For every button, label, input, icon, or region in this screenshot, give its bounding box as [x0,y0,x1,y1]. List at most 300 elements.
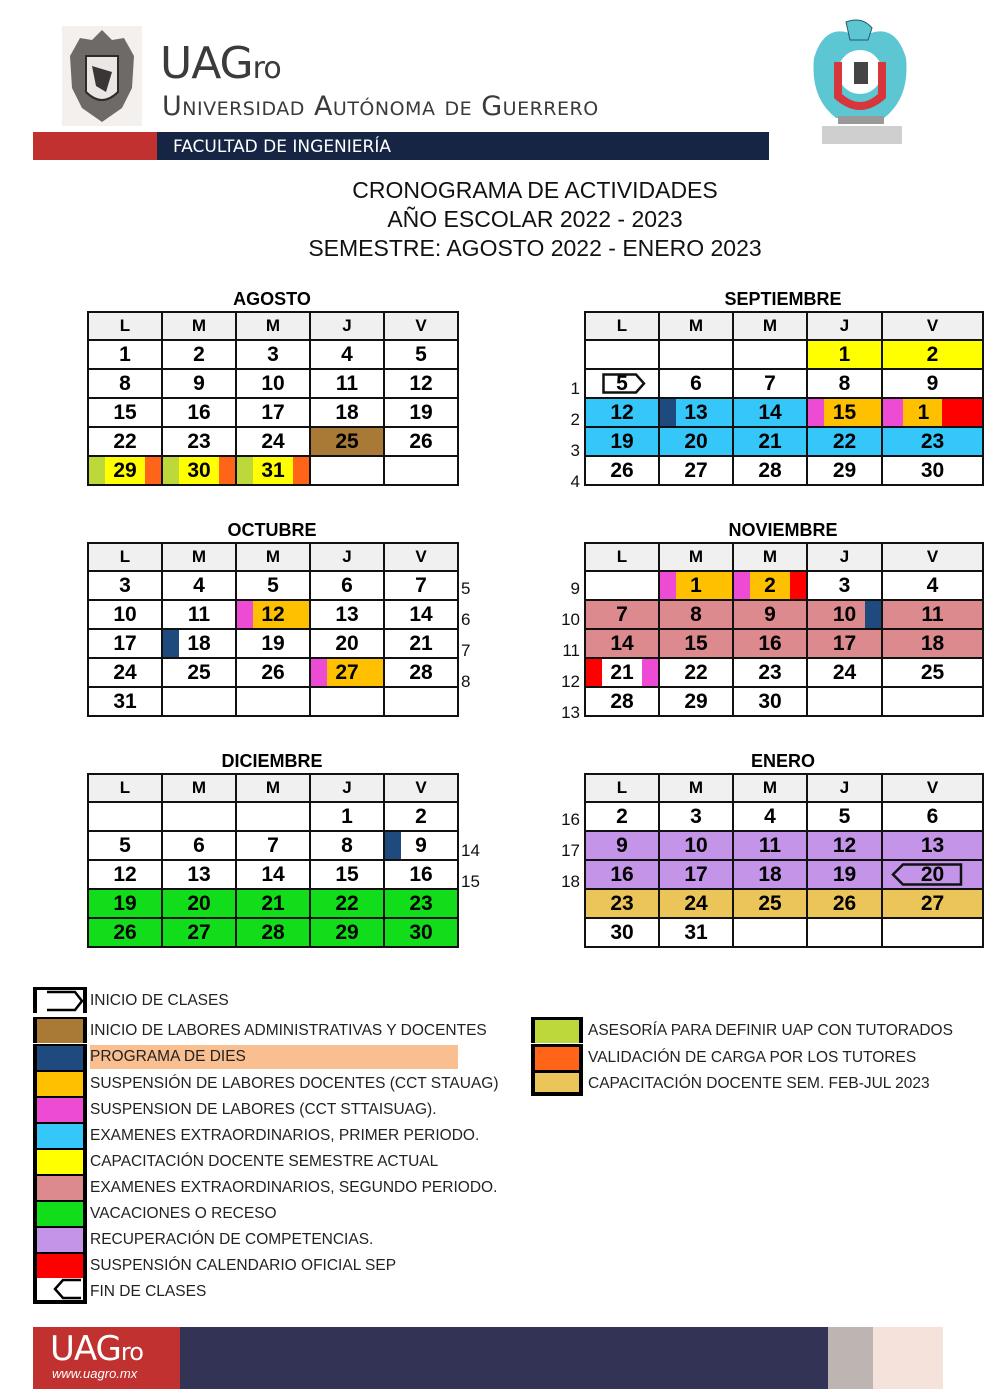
legend-label: CAPACITACIÓN DOCENTE SEMESTRE ACTUAL [90,1153,439,1170]
day-cell [310,831,384,860]
weekday-header: V [384,543,458,571]
day-number: 24 [261,430,285,453]
day-number: 30 [920,459,945,482]
day-cell [807,427,882,456]
day-number: 2 [193,343,205,366]
week-row [88,831,458,860]
day-cell [88,687,162,716]
week-row [585,600,983,629]
day-number: 10 [113,603,137,626]
day-number: 13 [187,863,211,886]
day-number: 2 [616,805,628,828]
week-row [585,369,983,398]
day-cell [807,860,882,889]
day-number: 27 [920,892,945,915]
university-name: Universidad Autónoma de Guerrero [162,91,599,122]
day-number: 6 [193,834,205,857]
day-number: 28 [610,690,634,713]
weekday-header: J [807,774,882,802]
weekday-header-row [88,774,458,802]
day-number: 31 [684,921,708,944]
day-cell [807,831,882,860]
week-number: 18 [561,872,580,891]
day-number: 13 [920,834,945,857]
day-cell [807,600,882,629]
week-row [88,427,458,456]
day-cell [733,889,807,918]
day-number: 20 [335,632,359,655]
empty-day-cell [585,340,659,369]
day-number: 31 [261,459,285,482]
empty-day-cell [733,340,807,369]
day-cell [882,629,983,658]
day-number: 21 [610,661,634,684]
day-cell [585,889,659,918]
day-number: 24 [113,661,137,684]
day-number: 1 [119,343,131,366]
day-cell [162,658,236,687]
footer-brand-main: UAG [50,1329,121,1369]
document-title [200,176,870,263]
weekday-header: M [659,774,733,802]
month-title: OCTUBRE [227,520,317,540]
day-number: 2 [926,343,939,366]
legend-swatch-inicio-clases [33,987,87,1013]
day-number: 29 [832,459,857,482]
day-number: 9 [616,834,628,857]
day-cell [236,340,310,369]
month-calendar-septiembre [584,311,984,486]
weekday-header: M [733,312,807,340]
legend-swatch-susp-sep [33,1252,87,1278]
weekday-header-row [88,312,458,340]
day-cell [162,600,236,629]
weekday-header: M [236,312,310,340]
day-cell [310,369,384,398]
weekday-header-row [585,774,983,802]
day-cell [88,831,162,860]
day-cell [310,427,384,456]
day-number: 22 [684,661,708,684]
day-cell [659,456,733,485]
empty-day-cell [162,802,236,831]
day-number: 12 [610,401,634,424]
week-number: 6 [461,610,471,629]
day-number: 12 [261,603,285,626]
day-number: 2 [764,574,776,597]
legend-label: CAPACITACIÓN DOCENTE SEM. FEB-JUL 2023 [588,1075,930,1092]
day-cell [162,571,236,600]
day-cell [659,600,733,629]
day-cell [733,831,807,860]
day-cell [882,658,983,687]
day-number: 5 [415,343,427,366]
day-cell [384,860,458,889]
day-cell [733,398,807,427]
day-cell [585,456,659,485]
month-title: ENERO [750,751,815,771]
day-number: 19 [610,430,634,453]
day-cell [733,629,807,658]
day-cell [659,658,733,687]
day-cell [659,629,733,658]
month-title: AGOSTO [233,289,311,309]
day-number: 26 [409,430,433,453]
day-cell [733,427,807,456]
day-number: 30 [409,921,433,944]
day-cell [384,831,458,860]
day-number: 7 [616,603,628,626]
week-row [88,658,458,687]
week-row [585,860,983,889]
legend-swatch-capacitacion-actual [33,1148,87,1174]
weekday-header: M [236,774,310,802]
week-number: 5 [461,579,471,598]
day-cell [733,687,807,716]
week-number: 4 [570,472,580,491]
weekday-header: M [733,774,807,802]
day-cell [659,427,733,456]
day-cell [807,889,882,918]
footer-band-navy [180,1327,828,1389]
day-marker-validacion [293,457,309,484]
day-number: 16 [610,863,634,886]
day-marker-susp-sttaisuag [883,399,903,426]
day-number: 26 [832,892,857,915]
week-row [585,918,983,947]
weekday-header-row [585,543,983,571]
legend-label: VALIDACIÓN DE CARGA POR LOS TUTORES [588,1049,917,1066]
day-number: 16 [409,863,433,886]
day-cell [585,658,659,687]
day-cell [733,600,807,629]
week-row [88,802,458,831]
day-number: 5 [267,574,279,597]
legend-swatch-recuperacion [33,1226,87,1252]
day-cell [162,889,236,918]
week-number: 1 [570,379,580,398]
day-cell [88,369,162,398]
week-row [88,456,458,485]
day-number: 21 [409,632,433,655]
week-row [88,398,458,427]
week-row [585,427,983,456]
day-cell [733,658,807,687]
day-cell [236,860,310,889]
day-number: 1 [341,805,353,828]
week-row [88,918,458,947]
day-number: 11 [921,603,944,626]
weekday-header: M [733,543,807,571]
legend-label: FIN DE CLASES [90,1283,207,1300]
day-cell [585,600,659,629]
legend-label: EXAMENES EXTRAORDINARIOS, PRIMER PERIODO. [90,1127,480,1144]
week-row [88,600,458,629]
day-cell [88,398,162,427]
day-cell [88,658,162,687]
week-row [585,340,983,369]
day-number: 17 [684,863,708,886]
legend-label: SUSPENSIÓN CALENDARIO OFICIAL SEP [90,1257,397,1274]
legend-label: ASESORÍA PARA DEFINIR UAP CON TUTORADOS [588,1022,953,1039]
week-number: 13 [561,703,580,722]
day-marker-susp-sttaisuag [808,399,824,426]
day-cell [162,918,236,947]
day-number: 5 [838,805,851,828]
week-number: 16 [561,810,580,829]
day-number: 22 [832,430,857,453]
weekday-header-row [585,312,983,340]
week-number: 7 [461,641,471,660]
legend-label: RECUPERACIÓN DE COMPETENCIAS. [90,1231,374,1248]
day-number: 1 [690,574,702,597]
week-row [88,687,458,716]
day-cell [659,889,733,918]
day-cell [733,571,807,600]
day-number: 8 [119,372,131,395]
day-cell [162,860,236,889]
day-marker-susp-sep [942,399,982,426]
legend-swatch-dies [33,1044,87,1070]
footer-band-pink [873,1327,943,1389]
empty-day-cell [162,687,236,716]
day-cell [310,600,384,629]
weekday-header: J [310,312,384,340]
day-cell [88,600,162,629]
day-number: 25 [187,661,211,684]
day-cell [733,802,807,831]
day-cell [310,918,384,947]
day-number: 21 [758,430,782,453]
day-cell [807,658,882,687]
day-cell [88,860,162,889]
day-marker-asesoria [163,457,179,484]
day-cell [882,427,983,456]
empty-day-cell [585,571,659,600]
day-number: 19 [113,892,137,915]
day-number: 28 [261,921,285,944]
day-number: 3 [838,574,851,597]
day-cell [659,571,733,600]
legend-label: PROGRAMA DE DIES [90,1045,458,1069]
week-number: 17 [561,841,580,860]
day-number: 5 [616,372,628,395]
day-number: 7 [267,834,279,857]
day-marker-dies [660,399,676,426]
week-row [585,629,983,658]
day-number: 27 [684,459,708,482]
day-number: 12 [113,863,137,886]
day-number: 6 [926,805,939,828]
day-cell [882,831,983,860]
empty-day-cell [807,687,882,716]
day-number: 30 [610,921,634,944]
day-number: 12 [832,834,857,857]
day-number: 18 [335,401,359,424]
empty-day-cell [807,918,882,947]
day-cell [585,831,659,860]
brand-main: UAG [160,38,253,89]
brand-suffix: ro [252,51,281,86]
day-cell [384,398,458,427]
legend-swatch-validacion [531,1044,583,1070]
day-number: 2 [415,805,427,828]
day-cell [384,340,458,369]
empty-day-cell [882,687,983,716]
day-cell [236,456,310,485]
day-number: 15 [335,863,359,886]
week-number: 3 [570,441,580,460]
day-cell [807,571,882,600]
end-arrow-icon [891,863,963,886]
day-cell [88,629,162,658]
day-cell [162,398,236,427]
week-number: 12 [561,672,580,691]
legend-swatch-extra1 [33,1122,87,1148]
day-number: 4 [764,805,776,828]
weekday-header: M [659,543,733,571]
footer-band-grey [828,1327,873,1389]
start-arrow-icon [37,990,83,1012]
day-cell [807,802,882,831]
day-number: 1 [838,343,851,366]
day-marker-validacion [219,457,235,484]
day-cell [585,918,659,947]
day-number: 20 [920,863,945,886]
day-cell [585,369,659,398]
day-number: 1 [917,401,930,424]
faculty-name: FACULTAD DE INGENIERÍA [173,137,391,157]
weekday-header: M [162,543,236,571]
week-row [585,802,983,831]
day-cell [162,456,236,485]
day-cell [236,427,310,456]
week-row [585,398,983,427]
weekday-header: M [162,312,236,340]
legend-swatch-inicio-labores [33,1017,87,1043]
week-row [88,889,458,918]
day-cell [807,629,882,658]
day-cell [882,571,983,600]
title-line-1: CRONOGRAMA DE ACTIVIDADES [352,177,718,203]
day-cell [236,369,310,398]
weekday-header: V [882,543,983,571]
day-marker-susp-sttaisuag [660,572,676,599]
day-number: 30 [758,690,782,713]
day-cell [733,456,807,485]
day-cell [659,860,733,889]
day-cell [88,427,162,456]
day-number: 9 [415,834,427,857]
empty-day-cell [310,456,384,485]
day-cell [88,918,162,947]
week-row [585,831,983,860]
day-marker-susp-sttaisuag [734,572,750,599]
day-number: 3 [119,574,131,597]
day-number: 14 [261,863,285,886]
day-cell [882,340,983,369]
day-marker-validacion [145,457,161,484]
day-cell [384,629,458,658]
day-number: 29 [113,459,137,482]
day-marker-dies [385,832,401,859]
brand-logotype [160,38,281,91]
uagro-eagle-shield-logo-icon [62,26,142,126]
empty-day-cell [659,340,733,369]
empty-day-cell [310,687,384,716]
week-row [585,687,983,716]
day-marker-susp-sttaisuag [642,659,658,686]
day-number: 9 [193,372,205,395]
day-cell [88,456,162,485]
day-cell [882,889,983,918]
week-row [585,889,983,918]
legend-swatch-susp-docentes [33,1070,87,1096]
month-title: NOVIEMBRE [728,520,838,540]
day-number: 27 [335,661,359,684]
day-cell [882,398,983,427]
day-number: 10 [261,372,285,395]
day-number: 19 [832,863,857,886]
weekday-header: M [236,543,310,571]
week-row [88,340,458,369]
week-row [88,369,458,398]
day-cell [310,340,384,369]
day-cell [88,571,162,600]
day-marker-susp-sep [586,659,602,686]
day-number: 23 [187,430,211,453]
day-number: 6 [690,372,702,395]
day-cell [236,571,310,600]
empty-day-cell [384,456,458,485]
day-marker-dies [163,630,179,657]
day-cell [384,571,458,600]
empty-day-cell [384,687,458,716]
day-number: 15 [832,401,857,424]
day-cell [882,369,983,398]
weekday-header: V [882,312,983,340]
legend-label: INICIO DE LABORES ADMINISTRATIVAS Y DOCENTES [90,1022,487,1039]
day-number: 4 [341,343,353,366]
day-cell [807,398,882,427]
day-number: 9 [764,603,776,626]
day-cell [659,687,733,716]
day-marker-susp-sep [790,572,806,599]
day-cell [310,398,384,427]
day-number: 3 [690,805,702,828]
day-cell [310,629,384,658]
day-number: 6 [341,574,353,597]
day-cell [585,629,659,658]
day-cell [659,831,733,860]
week-row [88,629,458,658]
day-cell [807,340,882,369]
weekday-header: J [310,543,384,571]
weekday-header: M [162,774,236,802]
week-number: 9 [570,579,580,598]
day-number: 14 [409,603,433,626]
day-cell [310,571,384,600]
day-number: 9 [926,372,939,395]
day-number: 23 [610,892,634,915]
day-number: 7 [415,574,427,597]
weekday-header: L [585,774,659,802]
day-number: 10 [832,603,857,626]
month-title: DICIEMBRE [221,751,323,771]
day-cell [162,629,236,658]
weekday-header: V [384,312,458,340]
title-line-2: AÑO ESCOLAR 2022 - 2023 [387,206,683,232]
